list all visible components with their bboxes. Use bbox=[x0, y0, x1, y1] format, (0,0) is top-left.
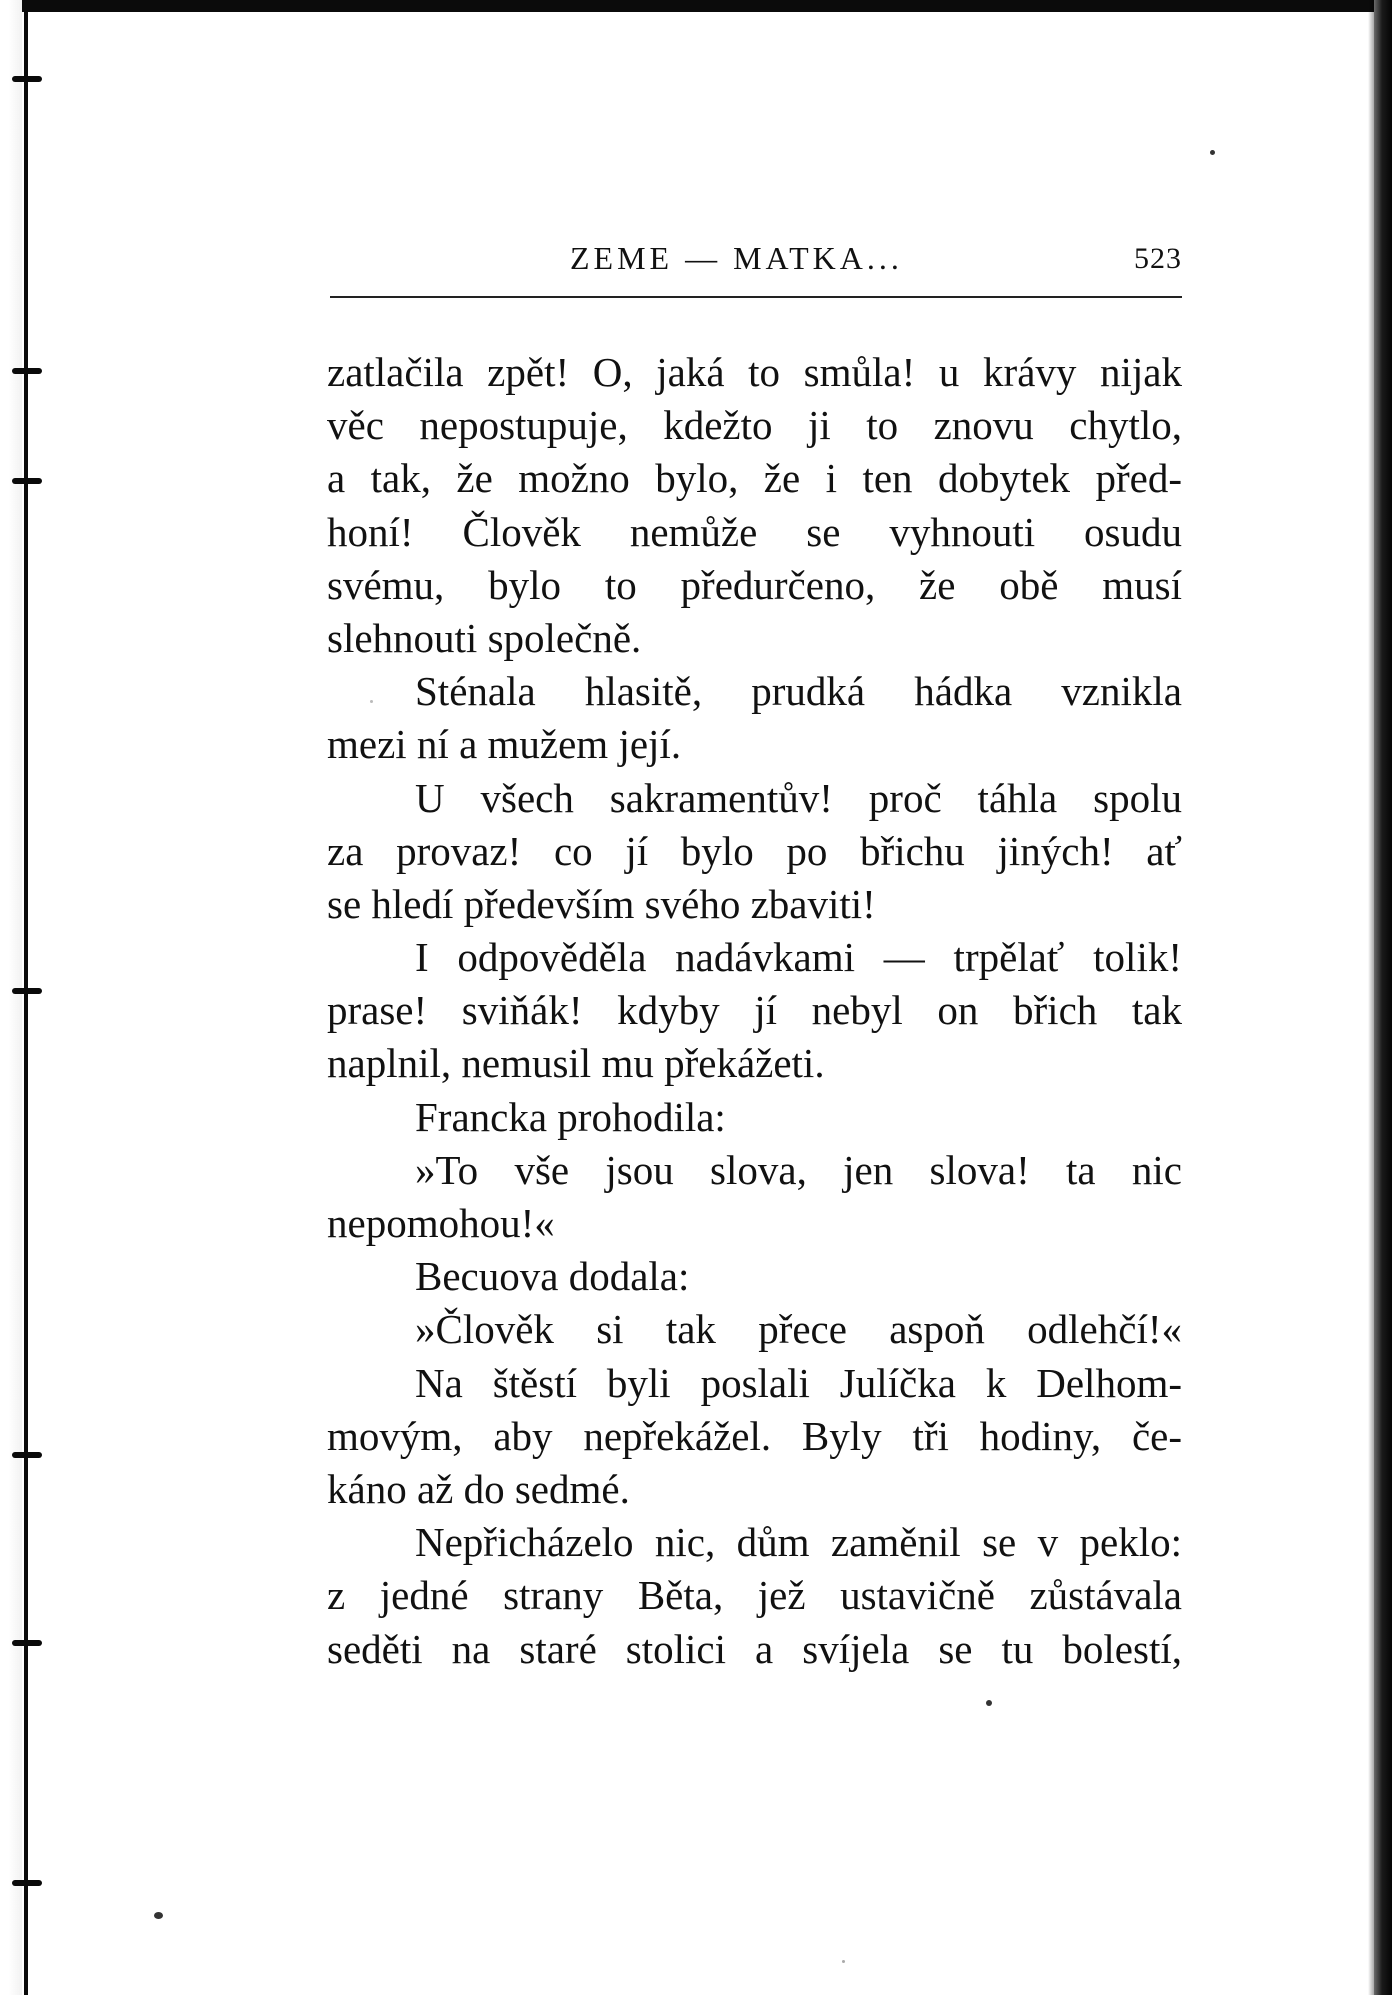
running-title: ZEME — MATKA... bbox=[570, 240, 903, 276]
page-number: 523 bbox=[1134, 242, 1182, 275]
paper-speck bbox=[1210, 150, 1215, 155]
scan-left-margin bbox=[0, 0, 22, 1995]
text-line: »Člověk si tak přece aspoň odlehčí!« bbox=[415, 1306, 1182, 1353]
text-line: Sténala hlasitě, prudká hádka vznikla bbox=[415, 668, 1182, 715]
text-line: zatlačila zpět! O, jaká to smůla! u krávy nijak bbox=[327, 349, 1182, 395]
text-line: honí! Člověk nemůže se vyhnouti osudu bbox=[327, 508, 1182, 555]
text-line: za provaz! co jí bylo po břichu jiných! ať bbox=[327, 827, 1182, 874]
binding-mark bbox=[12, 1640, 42, 1646]
paper-speck bbox=[842, 1960, 845, 1963]
text-line: Becuova dodala: bbox=[415, 1253, 690, 1300]
text-line: mezi ní a mužem její. bbox=[327, 721, 682, 768]
binding-mark bbox=[12, 1452, 42, 1458]
body-text bbox=[327, 346, 1182, 1676]
text-line: Na štěstí byli poslali Julíčka k Delhom- bbox=[415, 1359, 1182, 1406]
binding-mark bbox=[12, 368, 42, 374]
header-rule bbox=[330, 296, 1182, 298]
text-line: movým, aby nepřekážel. Byly tři hodiny, če- bbox=[327, 1412, 1182, 1459]
text-line: nepomohou!« bbox=[327, 1200, 555, 1246]
binding-mark bbox=[12, 988, 42, 994]
text-line: Nepřicházelo nic, dům zaměnil se v peklo: bbox=[415, 1519, 1182, 1566]
text-line: slehnouti společně. bbox=[327, 614, 642, 661]
binding-mark bbox=[12, 76, 42, 82]
paper-speck bbox=[154, 1912, 163, 1919]
binding-mark bbox=[12, 1880, 42, 1886]
text-line: svému, bylo to předurčeno, že obě musí bbox=[327, 561, 1182, 608]
text-line: věc nepostupuje, kdežto ji to znovu chytlo, bbox=[327, 402, 1182, 449]
binding-mark bbox=[12, 478, 42, 484]
text-line: prase! sviňák! kdyby jí nebyl on břich tak bbox=[327, 987, 1182, 1034]
text-line: a tak, že možno bylo, že i ten dobytek před- bbox=[327, 455, 1182, 502]
text-line: I odpověděla nadávkami — trpělať tolik! bbox=[415, 934, 1182, 981]
running-head bbox=[330, 240, 1182, 284]
paper-speck bbox=[986, 1700, 992, 1706]
text-line: z jedné strany Běta, jež ustavičně zůstávala bbox=[327, 1572, 1182, 1619]
binding-edge-line bbox=[24, 12, 28, 1995]
scan-right-border bbox=[1374, 0, 1392, 1995]
paper-speck bbox=[370, 700, 373, 703]
text-line: Francka prohodila: bbox=[415, 1093, 726, 1140]
text-line: U všech sakramentův! proč táhla spolu bbox=[415, 774, 1182, 821]
scan-top-border bbox=[0, 0, 1392, 12]
text-line: se hledí především svého zbaviti! bbox=[327, 880, 876, 927]
text-line: káno až do sedmé. bbox=[327, 1465, 630, 1512]
text-line: »To vše jsou slova, jen slova! ta nic bbox=[415, 1146, 1182, 1193]
text-line: naplnil, nemusil mu překážeti. bbox=[327, 1040, 825, 1087]
text-line: seděti na staré stolici a svíjela se tu bolestí, bbox=[327, 1625, 1182, 1672]
